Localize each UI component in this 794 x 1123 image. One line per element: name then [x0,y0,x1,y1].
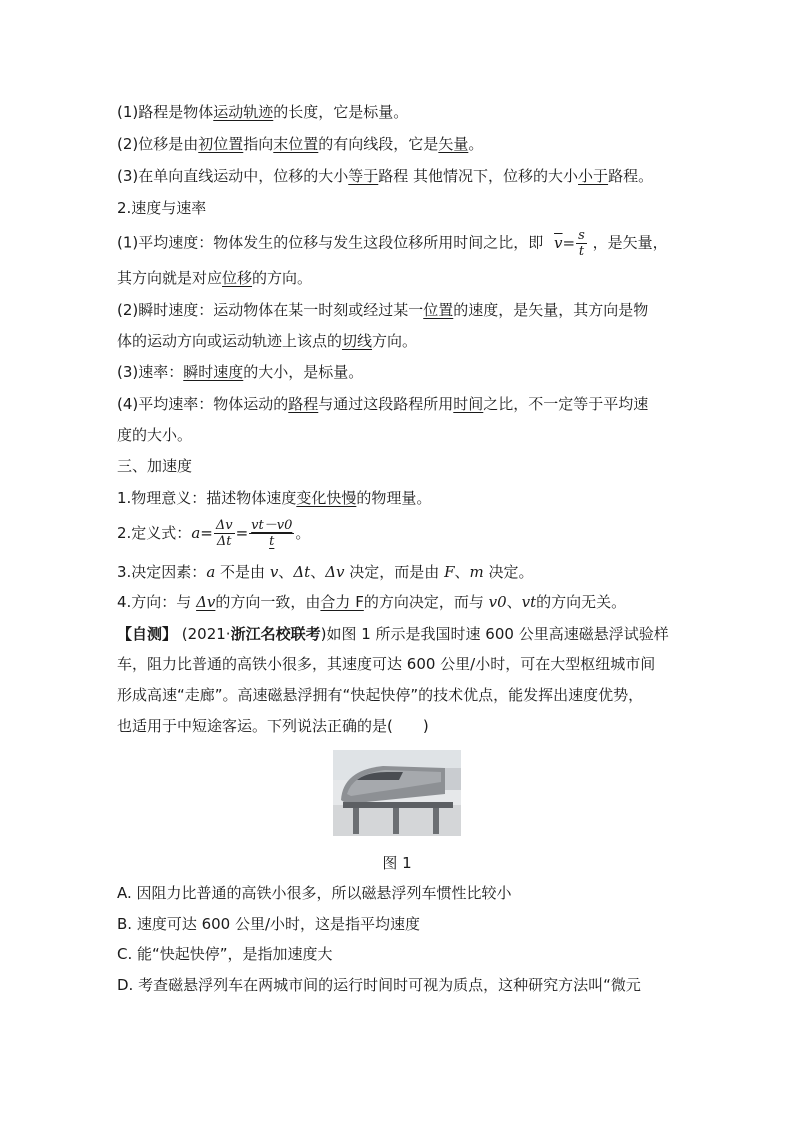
section-heading: 2.速度与速率 [117,199,207,217]
text-line: (1)平均速度：物体发生的位移与发生这段位移所用时间之比，即 $\overline{v}=$ $\frac{s}{t}$ ，是矢量， [117,228,668,259]
text-line: (3)在单向直线运动中，位移的大小等于路程 其他情况下，位移的大小小于路程。 [117,167,654,185]
option-d: D. 考查磁悬浮列车在两城市间的运行时间时可视为质点，这种研究方法叫“微元 [117,976,641,994]
definition-line: 2.定义式：a= $\frac{\Delta v}{\Delta t}$ = $\frac{vt-v0}{t}$ 。 [117,518,311,549]
source-label: 浙江名校联考 [230,625,321,643]
option-c: C. 能“快起快停”，是指加速度大 [117,945,333,963]
section-heading: 三、加速度 [117,457,193,475]
average-velocity-formula: $\overline{v}=$ $\frac{s}{t}$ [554,228,585,259]
self-test-label: 【自测】 [117,625,178,643]
answer-blank: 等于 [348,167,379,185]
text-line: 体的运动方向或运动轨迹上该点的切线方向。 [117,332,418,350]
maglev-train-photo [333,750,461,836]
answer-blank: 初位置 [198,135,244,153]
answer-blank: 合力 F [320,593,364,611]
answer-blank: 小于 [578,167,609,185]
self-test-question: 【自测】 (2021·浙江名校联考)如图 1 所示是我国时速 600 公里高速磁悬浮试验样 [117,625,669,643]
option-b: B. 速度可达 600 公里/小时，这是指平均速度 [117,915,421,933]
answer-blank: 矢量 [438,135,469,153]
text-line: (1)路程是物体运动轨迹的长度，它是标量。 [117,103,409,121]
option-a: A. 因阻力比普通的高铁小很多，所以磁悬浮列车惯性比较小 [117,884,512,902]
text-line: (4)平均速率：物体运动的路程与通过这段路程所用时间之比，不一定等于平均速 [117,395,649,413]
text-line: 形成高速“走廊”。高速磁悬浮拥有“快起快停”的技术优点，能发挥出速度优势， [117,686,644,704]
text-line: 其方向就是对应位移的方向。 [117,269,313,287]
text-line: 车，阻力比普通的高铁小很多，其速度可达 600 公里/小时，可在大型枢纽城市间 [117,655,656,673]
figure-caption: 图 1 [382,854,412,872]
answer-blank: 位移 [222,269,253,287]
answer-blank: 瞬时速度 [183,363,244,381]
answer-blank: 末位置 [273,135,319,153]
answer-blank: Δv [196,593,216,611]
answer-blank: 路程 [288,395,319,413]
text-line: 3.决定因素：a 不是由 v、Δt、Δv 决定，而是由 F、m 决定。 [117,563,534,581]
text-line: (2)位移是由初位置指向末位置的有向线段，它是矢量。 [117,135,484,153]
answer-blank: 切线 [342,332,373,350]
answer-blank: 运动轨迹 [213,103,274,121]
answer-blank: 位置 [423,301,454,319]
text-line: (3)速率：瞬时速度的大小，是标量。 [117,363,364,381]
answer-blank: 变化快慢 [296,489,357,507]
text-line: (2)瞬时速度：运动物体在某一时刻或经过某一位置的速度，是矢量，其方向是物 [117,301,649,319]
text-line: 1.物理意义：描述物体速度变化快慢的物理量。 [117,489,432,507]
text-line: 4.方向：与 Δv的方向一致，由合力 F的方向决定，而与 v0、vt的方向无关。 [117,593,627,611]
text-line: 也适用于中短途客运。下列说法正确的是( ) [117,717,429,735]
text-line: 度的大小。 [117,426,193,444]
answer-blank: 时间 [453,395,484,413]
